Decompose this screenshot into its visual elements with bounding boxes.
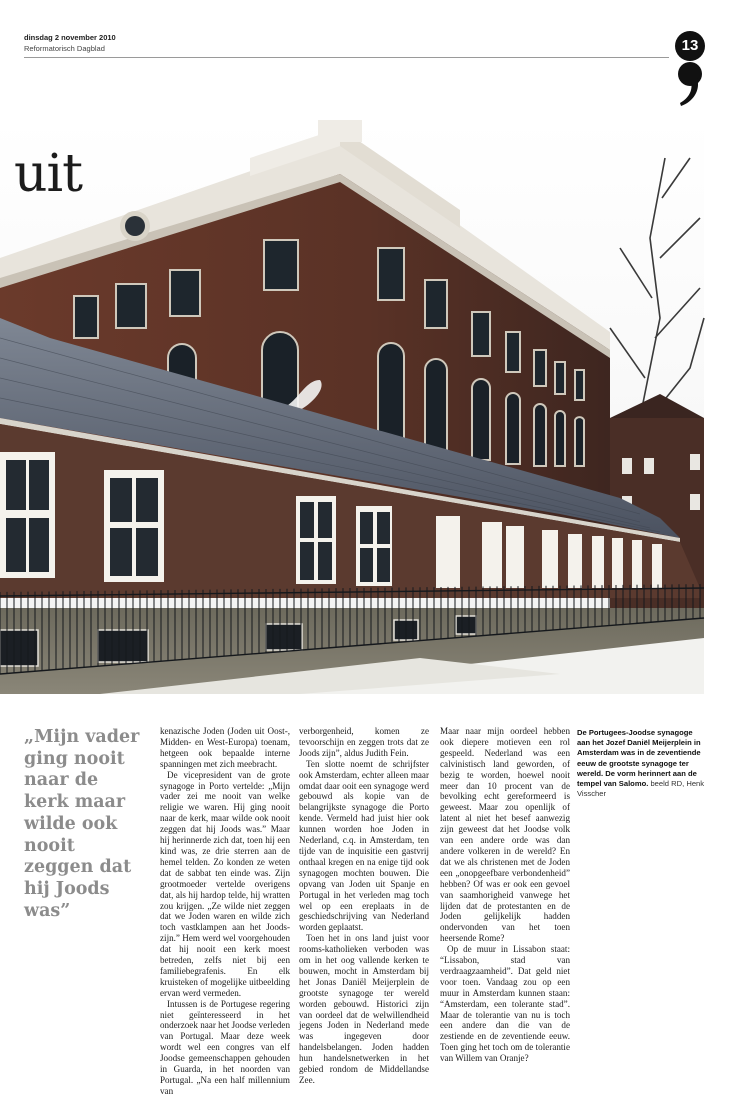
section-kicker: uit (14, 144, 83, 204)
photo-credit: beeld RD, Henk Visscher (577, 779, 705, 799)
photo-caption (577, 728, 705, 799)
comma-icon (675, 60, 705, 108)
column-paragraph: Maar naar mijn oordeel hebben ook diepere motieven een rol gespeeld. Nederland was een calvinistisch land geworden, of bezig te worden, hoewel nooit meer dan 10 procent van de bevolking echt gereformeerd is geweest. Maar zou openlijk of latent al niet het besef aanwezig zijn geweest dat het Joodse volk van een andere orde was dan andere volkeren in de wereld? En dat we als christenen met de Joden een „onopgeefbare verbondenheid” hebben? Of was er ook een gevoel van saamhorigheid vanwege het lijden dat de protestanten en de Joden gelijkelijk hadden ondervonden van het toen heersende Rome? (440, 726, 570, 944)
column-paragraph: De vicepresident van de grote synagoge in Porto vertelde: „Mijn vader zei me nooit van welke religie we waren. Hij ging nooit naar de kerk, maar wilde ook nooit zeggen dat hij Joods was.” Maar hij herinnerde zich dat, toen hij een kind was, ze drie sterren aan de hemel telden. Zo konden ze weten dat de sabbat ten einde was. Zijn grootmoeder vertelde overigens dat, als hij hardop telde, hij wratten zou krijgen. „Ze wilde niet zeggen dat we Joden waren en wilde zich toch vastklampen aan het Joods-zijn.” Hem werd wel voorgehouden dat hij nooit een kerk moest betreden, zelfs niet bij een familiebegrafenis. En elk kruisteken of mogelijke uitbeelding ervan werd vermeden. (160, 769, 290, 998)
column-paragraph: Ten slotte noemt de schrijfster ook Amsterdam, echter alleen maar omdat daar ooit een synagoge werd gebouwd als kopie van de belangrijkste synagoge die Porto kende. Vermeld had juist hier ook kunnen worden hoe Joden in Nederland, c.q. in Amsterdam, ten tijde van de inquisitie een gastvrij onthaal kregen en na enige tijd ook synagogen mochten bouwen. Die opvang van Joden uit Spanje en Portugal in het verleden mag toch wel op een ereplaats in de geschiedschrijving van Nederland worden geplaatst. (299, 758, 429, 933)
column-paragraph: Op de muur in Lissabon staat: “Lissabon, stad van verdraagzaamheid”. Dat geld niet voor toen. Vandaag zou op een muur in Amsterdam kunnen staan: “Amsterdam, een tolerante stad”. Maar de tolerantie van nu is toch een andere dan die van de zestiende en de zeventiende eeuw. Toen ging het toch om de tolerantie van Willem van Oranje? (440, 944, 570, 1064)
column-paragraph: Intussen is de Portugese regering niet geïnteresseerd in het onderzoek naar het Joodse verleden van Portugal. Maar deze week wordt wel een congres van elf Joodse gemeenschappen gehouden in Guarda, in het noorden van Portugal. „Na een half millennium van (160, 998, 290, 1096)
article-column-1 (160, 726, 290, 1097)
caption-text: De Portugees-Joodse synagoge aan het Jozef Daniël Meijerplein in Amsterdam was in de zeventiende eeuw de grootste synagoge ter wereld. De vorm herinnert aan de tempel van Salomo. (577, 728, 701, 789)
header-date: dinsdag 2 november 2010 (24, 33, 116, 42)
synagogue-photo (0, 118, 704, 694)
header-rule (24, 57, 669, 58)
pull-quote: „Mijn vader ging nooit naar de kerk maar wilde ook nooit zeggen dat hij Joods was” (24, 727, 140, 921)
column-paragraph: verborgenheid, komen ze tevoorschijn en zeggen trots dat ze Joods zijn”, aldus Judith Fein. (299, 726, 429, 758)
article-column-3 (440, 726, 570, 1064)
column-paragraph: Toen het in ons land juist voor rooms-katholieken verboden was om in het oog vallende kerken te bouwen, mocht in Amsterdam bij het Jonas Daniël Meijerplein de grootste synagoge ter wereld worden gebouwd. Historici zijn van oordeel dat de welwillendheid jegens Joden in Nederland mede was ingegeven door handelsbelangen. Joden hadden hun handelsnetwerken in het gebied rondom de Middellandse Zee. (299, 933, 429, 1085)
article-column-2 (299, 726, 429, 1086)
newspaper-name: Reformatorisch Dagblad (24, 44, 105, 53)
synagogue-illustration (0, 118, 704, 694)
page-number: 13 (675, 31, 705, 61)
column-paragraph: kenazische Joden (Joden uit Oost-, Midden- en West-Europa) toenam, hetgeen ook bepaalde interne spanningen met zich meebracht. (160, 726, 290, 769)
